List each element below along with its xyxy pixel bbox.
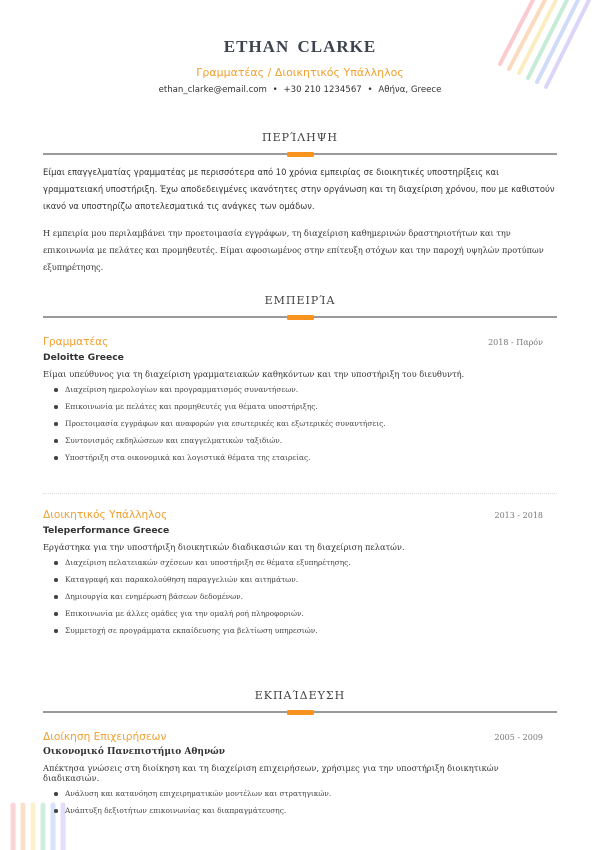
email[interactable]: ethan_clarke@email.com: [158, 85, 267, 95]
education-section-header: [43, 689, 557, 719]
job-dates: 2018 - Παρόν: [488, 338, 543, 347]
list-item: Επικοινωνία με πελάτες και προμηθευτές για θέματα υποστήριξης.: [53, 398, 543, 415]
list-item: Ανάπτυξη δεξιοτήτων επικοινωνίας και διαπραγμάτευσης.: [53, 802, 543, 819]
list-item: Καταγραφή και παρακολούθηση παραγγελιών και αιτημάτων.: [53, 571, 543, 588]
phone[interactable]: +30 210 1234567: [283, 85, 362, 95]
location: Αθήνα, Greece: [378, 85, 442, 95]
resume-header: [0, 37, 600, 95]
separator: •: [272, 85, 278, 95]
summary-section-header: [43, 131, 557, 161]
list-item: Υποστήριξη στα οικονομικά και λογιστικά θέματα της εταιρείας.: [53, 449, 543, 466]
list-item: Επικοινωνία με άλλες ομάδες για την ομαλή ροή πληροφοριών.: [53, 605, 543, 622]
section-accent-bar: [287, 315, 314, 320]
job-description: Εργάστηκα για την υποστήριξη διοικητικών διαδικασιών και τη διαχείριση πελατών.: [43, 542, 405, 552]
degree-title: Διοίκηση Επιχειρήσεων: [43, 731, 167, 743]
entry-divider: [43, 493, 557, 494]
list-item: Διαχείριση πελατειακών σχέσεων και υποστήριξη σε θέματα εξυπηρέτησης.: [53, 554, 543, 571]
experience-entry: [43, 336, 543, 466]
section-title: ΕΜΠΕΙΡΊΑ: [264, 294, 336, 307]
school-name: Οικονομικό Πανεπιστήμιο Αθηνών: [43, 747, 225, 757]
education-dates: 2005 - 2009: [494, 733, 543, 742]
candidate-name: ETHAN CLARKE: [223, 37, 377, 56]
job-bullets: [43, 381, 543, 466]
separator: •: [367, 85, 373, 95]
list-item: Προετοιμασία εγγράφων και αναφορών για εσωτερικές και εξωτερικές συναντήσεις.: [53, 415, 543, 432]
education-description: Απέκτησα γνώσεις στη διοίκηση και τη διαχείριση επιχειρήσεων, χρήσιμες για την υποστήριξη διοικητικών διαδικασιών.: [43, 763, 499, 783]
company-name: Teleperformance Greece: [43, 525, 170, 536]
job-title: Διοικητικός Υπάλληλος: [43, 509, 168, 521]
list-item: Δημιουργία και ενημέρωση βάσεων δεδομένων.: [53, 588, 543, 605]
experience-section-header: [43, 294, 557, 324]
job-title: Γραμματέας: [43, 336, 109, 348]
list-item: Ανάλυση και κατανόηση επιχειρηματικών μοντέλων και στρατηγικών.: [53, 785, 543, 802]
education-entry: [43, 731, 543, 819]
summary-paragraph: Η εμπειρία μου περιλαμβάνει την προετοιμασία εγγράφων, τη διαχείριση καθημερινών δραστηριοτήτων και την επικοινωνία με πελάτες και προμηθευτές. Είμαι αφοσιωμένος στην επίτευξη στόχων και την παροχή υψηλών προτύπων εξυπηρέτησης.: [43, 228, 544, 272]
contact-line: [0, 85, 600, 95]
section-title: ΠΕΡΊΛΗΨΗ: [262, 131, 338, 144]
section-accent-bar: [287, 710, 314, 715]
list-item: Διαχείριση ημερολογίων και προγραμματισμός συναντήσεων.: [53, 381, 543, 398]
experience-entry: [43, 509, 543, 639]
job-bullets: [43, 554, 543, 639]
list-item: Συντονισμός εκδηλώσεων και επαγγελματικών ταξιδιών.: [53, 432, 543, 449]
summary-paragraph: Είμαι επαγγελματίας γραμματέας με περισσότερα από 10 χρόνια εμπειρίας σε διοικητικές υποστηρίξεις και γραμματειακή υποστήριξη. Έχω αποδεδειγμένες ικανότητες στην οργάνωση και τη διαχείριση χρόνου, που με καθιστούν ικανό να υποστηρίζω αποτελεσματικά τις ανάγκες των ομάδων.: [43, 167, 555, 211]
job-dates: 2013 - 2018: [494, 511, 543, 520]
section-accent-bar: [287, 152, 314, 157]
job-description: Είμαι υπεύθυνος για τη διαχείριση γραμματειακών καθηκόντων και την υποστήριξη του διευθυντή.: [43, 369, 465, 379]
company-name: Deloitte Greece: [43, 352, 124, 363]
candidate-title: Γραμματέας / Διοικητικός Υπάλληλος: [196, 66, 404, 79]
section-title: ΕΚΠΑΊΔΕΥΣΗ: [254, 689, 346, 702]
education-bullets: [43, 785, 543, 819]
list-item: Συμμετοχή σε προγράμματα εκπαίδευσης για βελτίωση υπηρεσιών.: [53, 622, 543, 639]
